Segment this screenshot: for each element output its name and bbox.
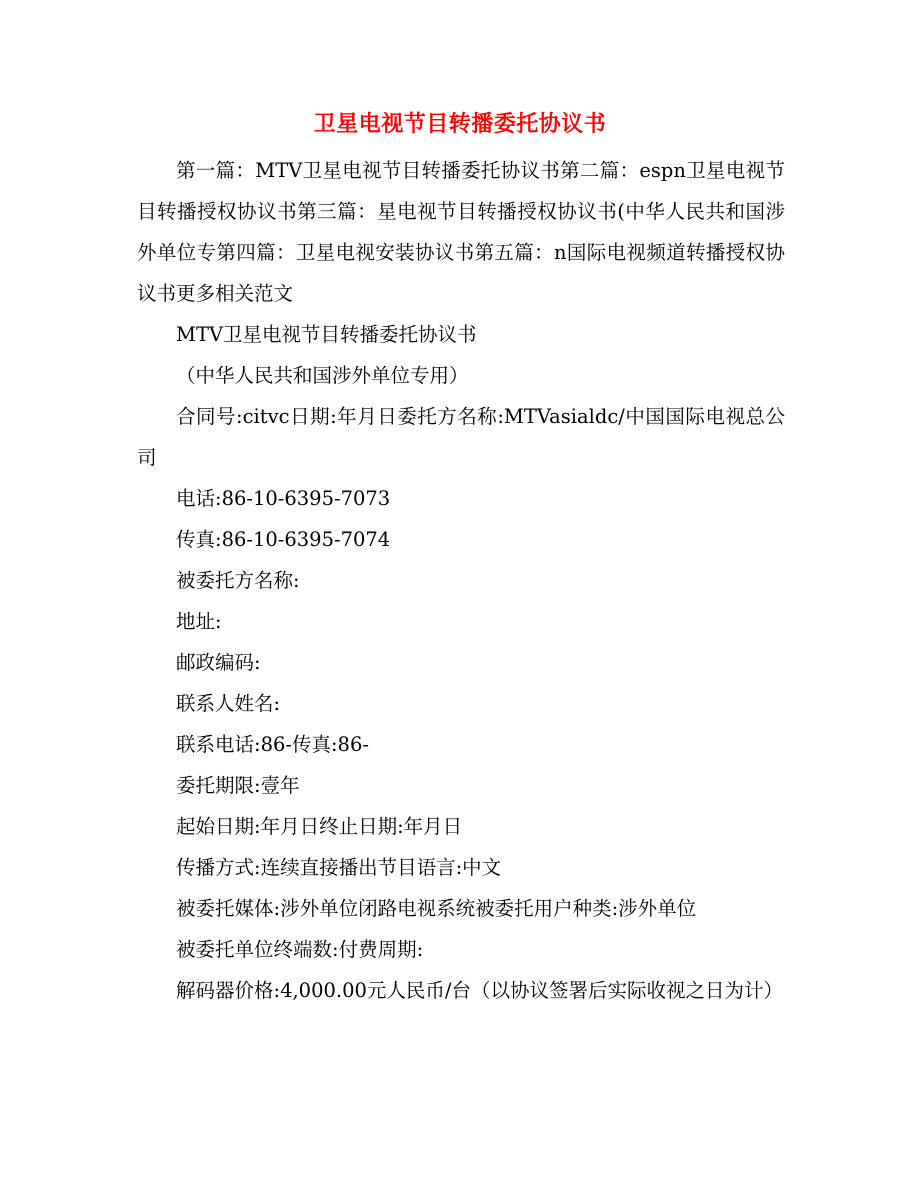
paragraph-terminals: 被委托单位终端数:付费周期: bbox=[176, 938, 424, 961]
paragraph-term: 委托期限:壹年 bbox=[176, 774, 300, 797]
paragraph-contract-info: 合同号:citvc日期:年月日委托方名称:MTVasialdc/中国国际电视总公司 bbox=[137, 405, 785, 469]
paragraph-agreement-scope: （中华人民共和国涉外单位专用） bbox=[176, 364, 469, 387]
paragraph-entrusted-party: 被委托方名称: bbox=[176, 569, 300, 592]
paragraph-broadcast-mode: 传播方式:连续直接播出节目语言:中文 bbox=[176, 856, 502, 879]
paragraph-decoder-price: 解码器价格:4,000.00元人民币/台（以协议签署后实际收视之日为计） bbox=[176, 979, 783, 1002]
paragraph-postal-code: 邮政编码: bbox=[176, 651, 261, 674]
paragraph-contents-list: 第一篇：MTV卫星电视节目转播委托协议书第二篇：espn卫星电视节目转播授权协议书第三篇：星电视节目转播授权协议书(中华人民共和国涉外单位专第四篇：卫星电视安装协议书第五篇：n国际电视频道转播授权协议书更多相关范文 bbox=[137, 159, 785, 305]
paragraph-address: 地址: bbox=[176, 610, 222, 633]
paragraph-dates: 起始日期:年月日终止日期:年月日 bbox=[176, 815, 463, 838]
paragraph-contact-name: 联系人姓名: bbox=[176, 692, 281, 715]
paragraph-media: 被委托媒体:涉外单位闭路电视系统被委托用户种类:涉外单位 bbox=[176, 897, 697, 920]
document-title: 卫星电视节目转播委托协议书 bbox=[313, 111, 607, 137]
paragraph-phone: 电话:86-10-6395-7073 bbox=[176, 487, 391, 510]
paragraph-fax: 传真:86-10-6395-7074 bbox=[176, 528, 391, 551]
paragraph-agreement-name: MTV卫星电视节目转播委托协议书 bbox=[176, 323, 477, 346]
paragraph-contact-phone: 联系电话:86-传真:86- bbox=[176, 733, 369, 756]
document-body bbox=[137, 150, 785, 1011]
